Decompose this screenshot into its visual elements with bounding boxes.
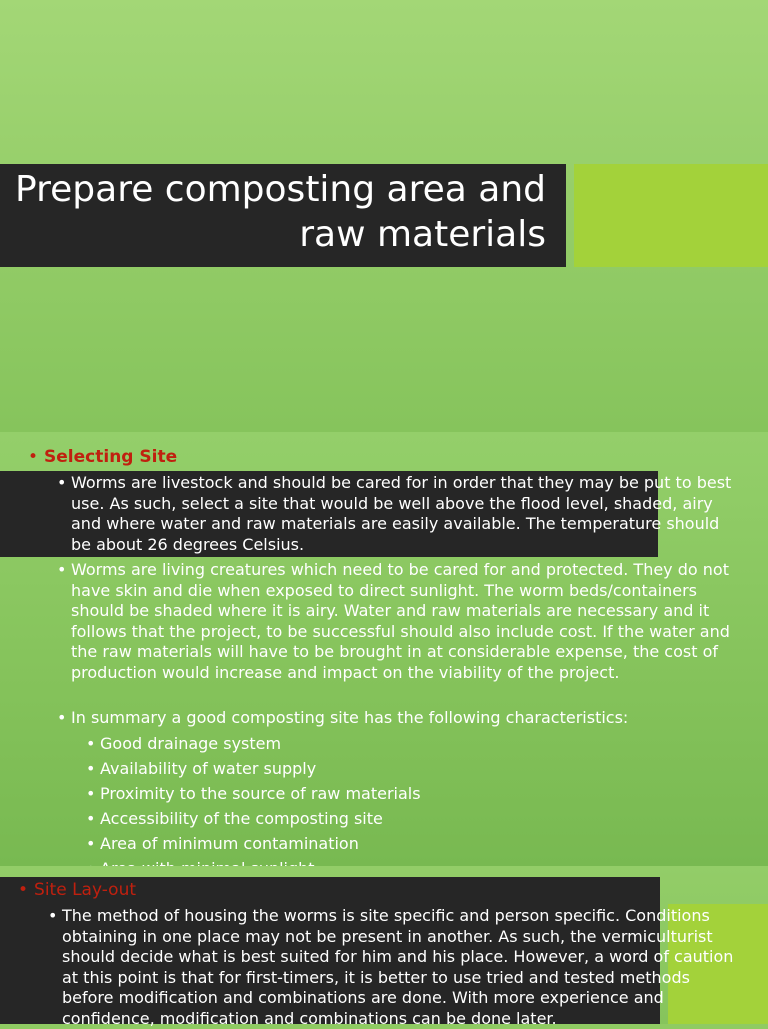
- paragraph-2: • Worms are living creatures which need to be cared for and protected. They do not have skin and die when exposed to direct sunlight. The worm beds/containers should be shaded where it is airy. Water and raw materials are necessary and it follows that the project, to be successful should also include cost. If the water and the raw materials will have to be brought in at considerable expense, the cost of production would increase and impact on the viability of the project.: [57, 560, 743, 683]
- list-item: • Availability of water supply: [86, 756, 421, 781]
- paragraph-1: • Worms are livestock and should be cared for in order that they may be put to best use. As such, select a site that would be well above the flood level, shaded, airy and where water and raw materials are easily available. The temperature should be about 26 degrees Celsius.: [57, 473, 743, 555]
- heading-bullet: •: [28, 447, 39, 467]
- heading-bullet: •: [18, 880, 29, 900]
- slide-site-layout: [0, 866, 768, 1028]
- list-item: • Proximity to the source of raw materials: [86, 781, 421, 806]
- title-accent-block: [574, 164, 768, 267]
- slide-selecting-site: [0, 432, 768, 866]
- section-heading: [28, 446, 177, 468]
- characteristics-list: [86, 731, 421, 881]
- paragraph-3: • In summary a good composting site has the following characteristics:: [57, 708, 743, 729]
- site-layout-paragraph: • The method of housing the worms is site specific and person specific. Conditions obtaining in one place may not be present in another. As such, the vermiculturist should decide what is best suited for him and his place. However, a word of caution at this point is that for first-timers, it is better to use tried and tested methods before modification and combinations are done. With more experience and confidence, modification and combinations can be done later.: [48, 906, 734, 1029]
- selecting-site-heading: Selecting Site: [44, 447, 178, 467]
- site-layout-heading: Site Lay-out: [34, 880, 137, 900]
- slide-title: [0, 0, 768, 432]
- section-heading: [18, 879, 136, 901]
- title-bar: [0, 164, 566, 267]
- list-item: • Area of minimum contamination: [86, 831, 421, 856]
- list-item: • Accessibility of the composting site: [86, 806, 421, 831]
- list-item: • Good drainage system: [86, 731, 421, 756]
- slide-title-text: Prepare composting area and raw materials: [15, 169, 546, 255]
